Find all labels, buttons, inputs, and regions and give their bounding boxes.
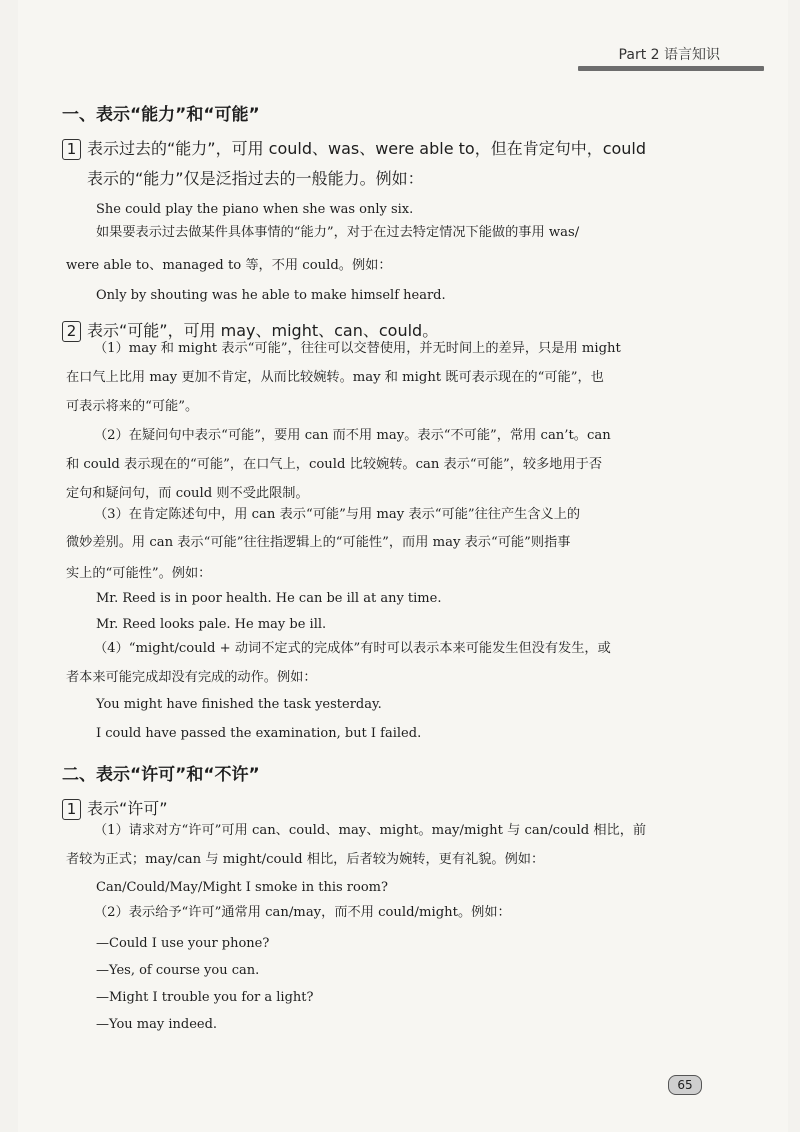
- subheading-1: [62, 136, 646, 160]
- example-sentence: —Yes, of course you can.: [96, 963, 260, 978]
- paragraph-line: （1）请求对方“许可”可用 can、could、may、might。may/might 与 can/could 相比，前: [94, 823, 647, 838]
- paragraph-line: 定句和疑问句，而 could 则不受此限制。: [66, 486, 309, 501]
- paragraph-line: were able to、managed to 等，不用 could。例如：: [66, 258, 392, 273]
- paragraph-line: 者本来可能完成却没有完成的动作。例如：: [66, 670, 317, 685]
- item-number-box: 1: [62, 139, 81, 160]
- example-sentence: Can/Could/May/Might I smoke in this room?: [96, 880, 388, 895]
- paragraph-line: 微妙差别。用 can 表示“可能”往往指逻辑上的“可能性”，而用 may 表示“可能”则指事: [66, 535, 571, 550]
- page-number: 65: [668, 1075, 702, 1095]
- example-sentence: —You may indeed.: [96, 1017, 218, 1032]
- example-sentence: —Might I trouble you for a light?: [96, 990, 314, 1005]
- example-sentence: Mr. Reed is in poor health. He can be ill at any time.: [96, 591, 442, 606]
- subheading-permission: [62, 796, 168, 820]
- paragraph-line: （1）may 和 might 表示“可能”，往往可以交替使用，并无时间上的差异，只是用 might: [94, 341, 621, 356]
- header-title: Part 2 语言知识: [618, 47, 720, 63]
- page: [18, 0, 788, 1132]
- paragraph-line: 可表示将来的“可能”。: [66, 399, 199, 414]
- header-rule: [578, 66, 764, 71]
- item-number-box: 1: [62, 799, 81, 820]
- example-sentence: Only by shouting was he able to make himself heard.: [96, 288, 446, 303]
- paragraph-line: （3）在肯定陈述句中，用 can 表示“可能”与用 may 表示“可能”往往产生含义上的: [94, 507, 581, 522]
- paragraph-line: 实上的“可能性”。例如：: [66, 566, 212, 581]
- paragraph-line: 如果要表示过去做某件具体事情的“能力”，对于在过去特定情况下能做的事用 was/: [96, 225, 580, 240]
- item-number-box: 2: [62, 321, 81, 342]
- example-sentence: She could play the piano when she was only six.: [96, 202, 414, 217]
- section-heading-permission: 二、表示“许可”和“不许”: [62, 765, 260, 785]
- paragraph-line: 者较为正式；may/can 与 might/could 相比，后者较为婉转，更有礼貌。例如：: [66, 852, 545, 867]
- running-header: [578, 44, 768, 64]
- paragraph-line: （2）表示给予“许可”通常用 can/may，而不用 could/might。例如：: [94, 905, 511, 920]
- example-sentence: I could have passed the examination, but I failed.: [96, 726, 422, 741]
- subheading-2-text: 表示“可能”，可用 may、might、can、could。: [87, 321, 439, 340]
- paragraph-line: （4）“might/could + 动词不定式的完成体”有时可以表示本来可能发生但没有发生，或: [94, 641, 611, 656]
- section-heading-ability-possibility: 一、表示“能力”和“可能”: [62, 105, 260, 125]
- paragraph-line: （2）在疑问句中表示“可能”，要用 can 而不用 may。表示“不可能”，常用 can’t。can: [94, 428, 611, 443]
- example-sentence: You might have finished the task yesterday.: [96, 697, 382, 712]
- paragraph-line: 在口气上比用 may 更加不肯定，从而比较婉转。may 和 might 既可表示现在的“可能”，也: [66, 370, 604, 385]
- subheading-1-continued: 表示的“能力”仅是泛指过去的一般能力。例如：: [87, 169, 424, 188]
- paragraph-line: 和 could 表示现在的“可能”，在口气上，could 比较婉转。can 表示“可能”，较多地用于否: [66, 457, 603, 472]
- subheading-permission-text: 表示“许可”: [87, 799, 168, 818]
- example-sentence: —Could I use your phone?: [96, 936, 270, 951]
- subheading-1-text: 表示过去的“能力”，可用 could、was、were able to，但在肯定句中，could: [87, 139, 647, 158]
- example-sentence: Mr. Reed looks pale. He may be ill.: [96, 617, 327, 632]
